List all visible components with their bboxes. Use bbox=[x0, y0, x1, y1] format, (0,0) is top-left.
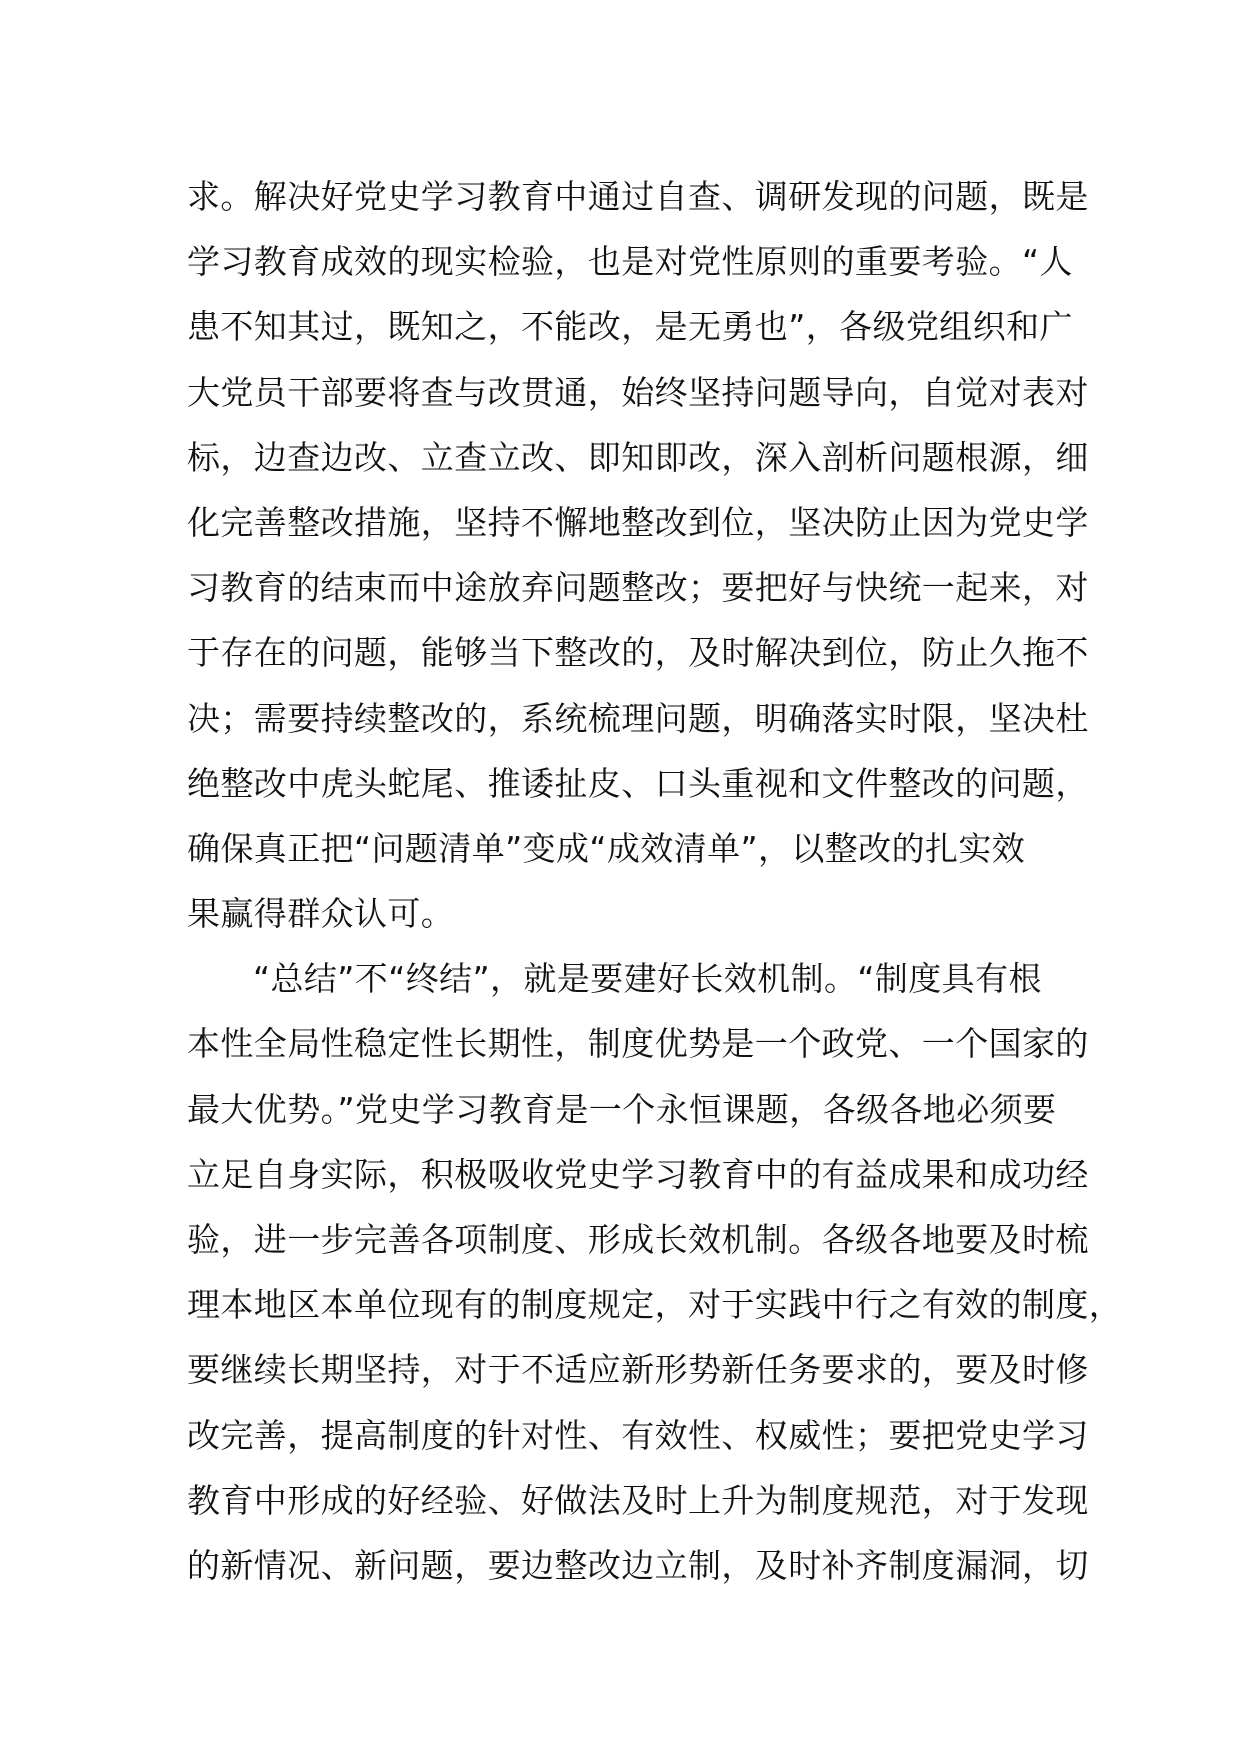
text-line: 理本地区本单位现有的制度规定，对于实践中行之有效的制度， bbox=[187, 1285, 1123, 1325]
text-line: 确保真正把“问题清单”变成“成效清单”，以整改的扎实效 bbox=[187, 828, 1026, 868]
text-line: 的新情况、新问题，要边整改边立制，及时补齐制度漏洞，切 bbox=[187, 1545, 1089, 1585]
text-line: 学习教育成效的现实检验，也是对党性原则的重要考验。“人 bbox=[187, 242, 1073, 282]
text-line: 果赢得群众认可。 bbox=[187, 894, 455, 934]
text-line: 患不知其过，既知之，不能改，是无勇也”，各级党组织和广 bbox=[187, 307, 1073, 347]
text-line: 立足自身实际，积极吸收党史学习教育中的有益成果和成功经 bbox=[187, 1154, 1089, 1194]
text-line: 决；需要持续整改的，系统梳理问题，明确落实时限，坚决杜 bbox=[187, 698, 1089, 738]
text-line: 求。解决好党史学习教育中通过自查、调研发现的问题，既是 bbox=[187, 177, 1089, 216]
text-line: 于存在的问题，能够当下整改的，及时解决到位，防止久拖不 bbox=[187, 633, 1089, 673]
text-line: 化完善整改措施，坚持不懈地整改到位，坚决防止因为党史学 bbox=[187, 502, 1089, 542]
text-line: 本性全局性稳定性长期性，制度优势是一个政党、一个国家的 bbox=[187, 1024, 1089, 1064]
text-line: 习教育的结束而中途放弃问题整改；要把好与快统一起来，对 bbox=[187, 568, 1089, 608]
text-line: 教育中形成的好经验、好做法及时上升为制度规范，对于发现 bbox=[187, 1480, 1089, 1520]
text-line: 绝整改中虎头蛇尾、推诿扯皮、口头重视和文件整改的问题， bbox=[187, 763, 1089, 803]
text-line: 标，边查边改、立查立改、即知即改，深入剖析问题根源，细 bbox=[187, 437, 1089, 477]
paragraph-start-line: “总结”不“终结”，就是要建好长效机制。“制度具有根 bbox=[253, 959, 1042, 999]
text-line: 验，进一步完善各项制度、形成长效机制。各级各地要及时梳 bbox=[187, 1220, 1089, 1259]
text-line: 最大优势。”党史学习教育是一个永恒课题，各级各地必须要 bbox=[187, 1089, 1057, 1129]
text-line: 要继续长期坚持，对于不适应新形势新任务要求的，要及时修 bbox=[187, 1350, 1089, 1390]
text-line: 大党员干部要将查与改贯通，始终坚持问题导向，自觉对表对 bbox=[187, 372, 1089, 412]
text-line: 改完善，提高制度的针对性、有效性、权威性；要把党史学习 bbox=[187, 1415, 1089, 1455]
body-text bbox=[187, 164, 1123, 1598]
